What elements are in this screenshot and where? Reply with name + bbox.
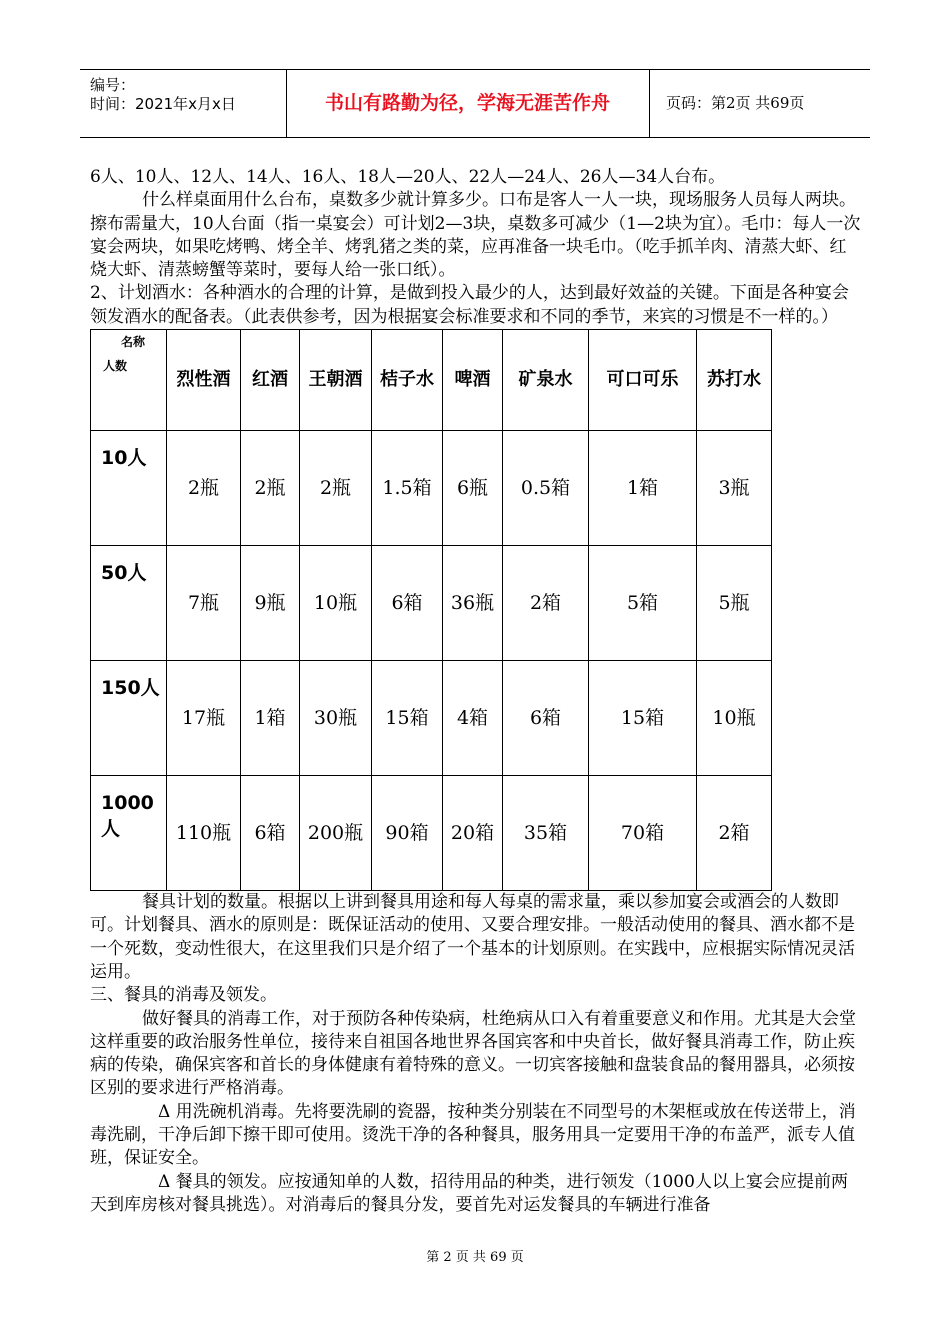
column-header: 烈性酒 xyxy=(167,330,241,431)
paragraph: 6人、10人、12人、14人、16人、18人—20人、22人—24人、26人—34人台布。 xyxy=(90,167,726,187)
table-row xyxy=(91,546,772,661)
header-time: 时间：2021年x月x日 xyxy=(90,95,236,113)
row-label: 50人 xyxy=(91,546,167,661)
table-cell: 200瓶 xyxy=(300,776,372,891)
table-cell: 2瓶 xyxy=(300,431,372,546)
paragraph: 什么样桌面用什么台布，桌数多少就计算多少。口布是客人一人一块，现场服务人员每人两块。擦布需量大，10人台面（指一桌宴会）可计划2—3块，桌数多可减少（1—2块为宜）。毛巾：每人一次宴会两块，如果吃烤鸭、烤全羊、烤乳猪之类的菜，应再准备一块毛巾。（吃手抓羊肉、清蒸大虾、红烧大虾、清蒸螃蟹等菜时，要每人给一张口纸）。 xyxy=(90,190,861,281)
table-header-row xyxy=(91,330,772,431)
table-cell: 5瓶 xyxy=(697,546,772,661)
table-cell: 10瓶 xyxy=(697,661,772,776)
table-cell: 70箱 xyxy=(589,776,697,891)
table-cell: 15箱 xyxy=(372,661,443,776)
column-header: 矿泉水 xyxy=(503,330,589,431)
row-label: 10人 xyxy=(91,431,167,546)
table-corner-cell xyxy=(91,330,167,431)
table-row xyxy=(91,431,772,546)
page-footer: 第 2 页 共 69 页 xyxy=(426,1250,524,1265)
header-motto: 书山有路勤为径，学海无涯苦作舟 xyxy=(324,92,610,114)
corner-label-name: 名称 xyxy=(121,335,146,350)
table-cell: 1箱 xyxy=(241,661,300,776)
table-cell: 1.5箱 xyxy=(372,431,443,546)
column-header: 红酒 xyxy=(241,330,300,431)
paragraph: Δ 用洗碗机消毒。先将要洗刷的瓷器，按种类分别装在不同型号的木架框或放在传送带上，消毒洗刷，干净后卸下擦干即可使用。烫洗干净的各种餐具，服务用具一定要用干净的布盖严，派专人值班，保证安全。 xyxy=(90,1101,856,1169)
table-cell: 35箱 xyxy=(503,776,589,891)
table-cell: 20箱 xyxy=(443,776,503,891)
section-heading: 三、餐具的消毒及领发。 xyxy=(90,985,277,1006)
table-cell: 10瓶 xyxy=(300,546,372,661)
table-cell: 90箱 xyxy=(372,776,443,891)
table-cell: 2箱 xyxy=(503,546,589,661)
table-cell: 2瓶 xyxy=(241,431,300,546)
table-cell: 15箱 xyxy=(589,661,697,776)
paragraph: 餐具计划的数量。根据以上讲到餐具用途和每人每桌的需求量，乘以参加宴会或酒会的人数即可。计划餐具、酒水的原则是：既保证活动的使用、又要合理安排。一般活动使用的餐具、酒水都不是一个死数，变动性很大，在这里我们只是介绍了一个基本的计划原则。在实践中，应根据实际情况灵活运用。 xyxy=(90,892,855,982)
paragraph: Δ 餐具的领发。应按通知单的人数，招待用品的种类，进行领发（1000人以上宴会应提前两天到库房核对餐具挑选）。对消毒后的餐具分发，要首先对运发餐具的车辆进行准备 xyxy=(90,1171,848,1215)
table-cell: 2箱 xyxy=(697,776,772,891)
row-label: 150人 xyxy=(91,661,167,776)
column-header: 桔子水 xyxy=(372,330,443,431)
table-cell: 36瓶 xyxy=(443,546,503,661)
table-cell: 30瓶 xyxy=(300,661,372,776)
column-header: 苏打水 xyxy=(697,330,772,431)
header-divider xyxy=(649,70,650,137)
table-cell: 9瓶 xyxy=(241,546,300,661)
header-page-info: 页码：第2页 共69页 xyxy=(666,94,805,112)
paragraph: 2、计划酒水：各种酒水的合理的计算，是做到投入最少的人，达到最好效益的关键。下面是各种宴会领发酒水的配备表。（此表供参考，因为根据宴会标准要求和不同的季节，来宾的习惯是不一样的。） xyxy=(90,283,849,327)
table-cell: 6箱 xyxy=(241,776,300,891)
wine-allocation-table xyxy=(90,329,772,891)
page-header xyxy=(80,69,870,138)
table-cell: 1箱 xyxy=(589,431,697,546)
header-number: 编号： xyxy=(90,76,136,94)
paragraph: 做好餐具的消毒工作，对于预防各种传染病，杜绝病从口入有着重要意义和作用。尤其是大会堂这样重要的政治服务性单位，接待来自祖国各地世界各国宾客和中央首长，做好餐具消毒工作，防止疾病的传染，确保宾客和首长的身体健康有着特殊的意义。一切宾客接触和盘装食品的餐用器具，必须按区别的要求进行严格消毒。 xyxy=(90,1008,856,1099)
corner-label-people: 人数 xyxy=(103,359,128,374)
table-cell: 0.5箱 xyxy=(503,431,589,546)
table-cell: 110瓶 xyxy=(167,776,241,891)
column-header: 可口可乐 xyxy=(589,330,697,431)
column-header: 王朝酒 xyxy=(300,330,372,431)
table-cell: 3瓶 xyxy=(697,431,772,546)
table-cell: 6箱 xyxy=(503,661,589,776)
table-row xyxy=(91,661,772,776)
header-meta xyxy=(90,76,236,114)
table-cell: 6瓶 xyxy=(443,431,503,546)
table-cell: 17瓶 xyxy=(167,661,241,776)
table-cell: 7瓶 xyxy=(167,546,241,661)
document-body xyxy=(90,166,862,1217)
table-cell: 6箱 xyxy=(372,546,443,661)
table-cell: 2瓶 xyxy=(167,431,241,546)
row-label: 1000人 xyxy=(91,776,167,891)
table-cell: 4箱 xyxy=(443,661,503,776)
table-row xyxy=(91,776,772,891)
column-header: 啤酒 xyxy=(443,330,503,431)
table-cell: 5箱 xyxy=(589,546,697,661)
